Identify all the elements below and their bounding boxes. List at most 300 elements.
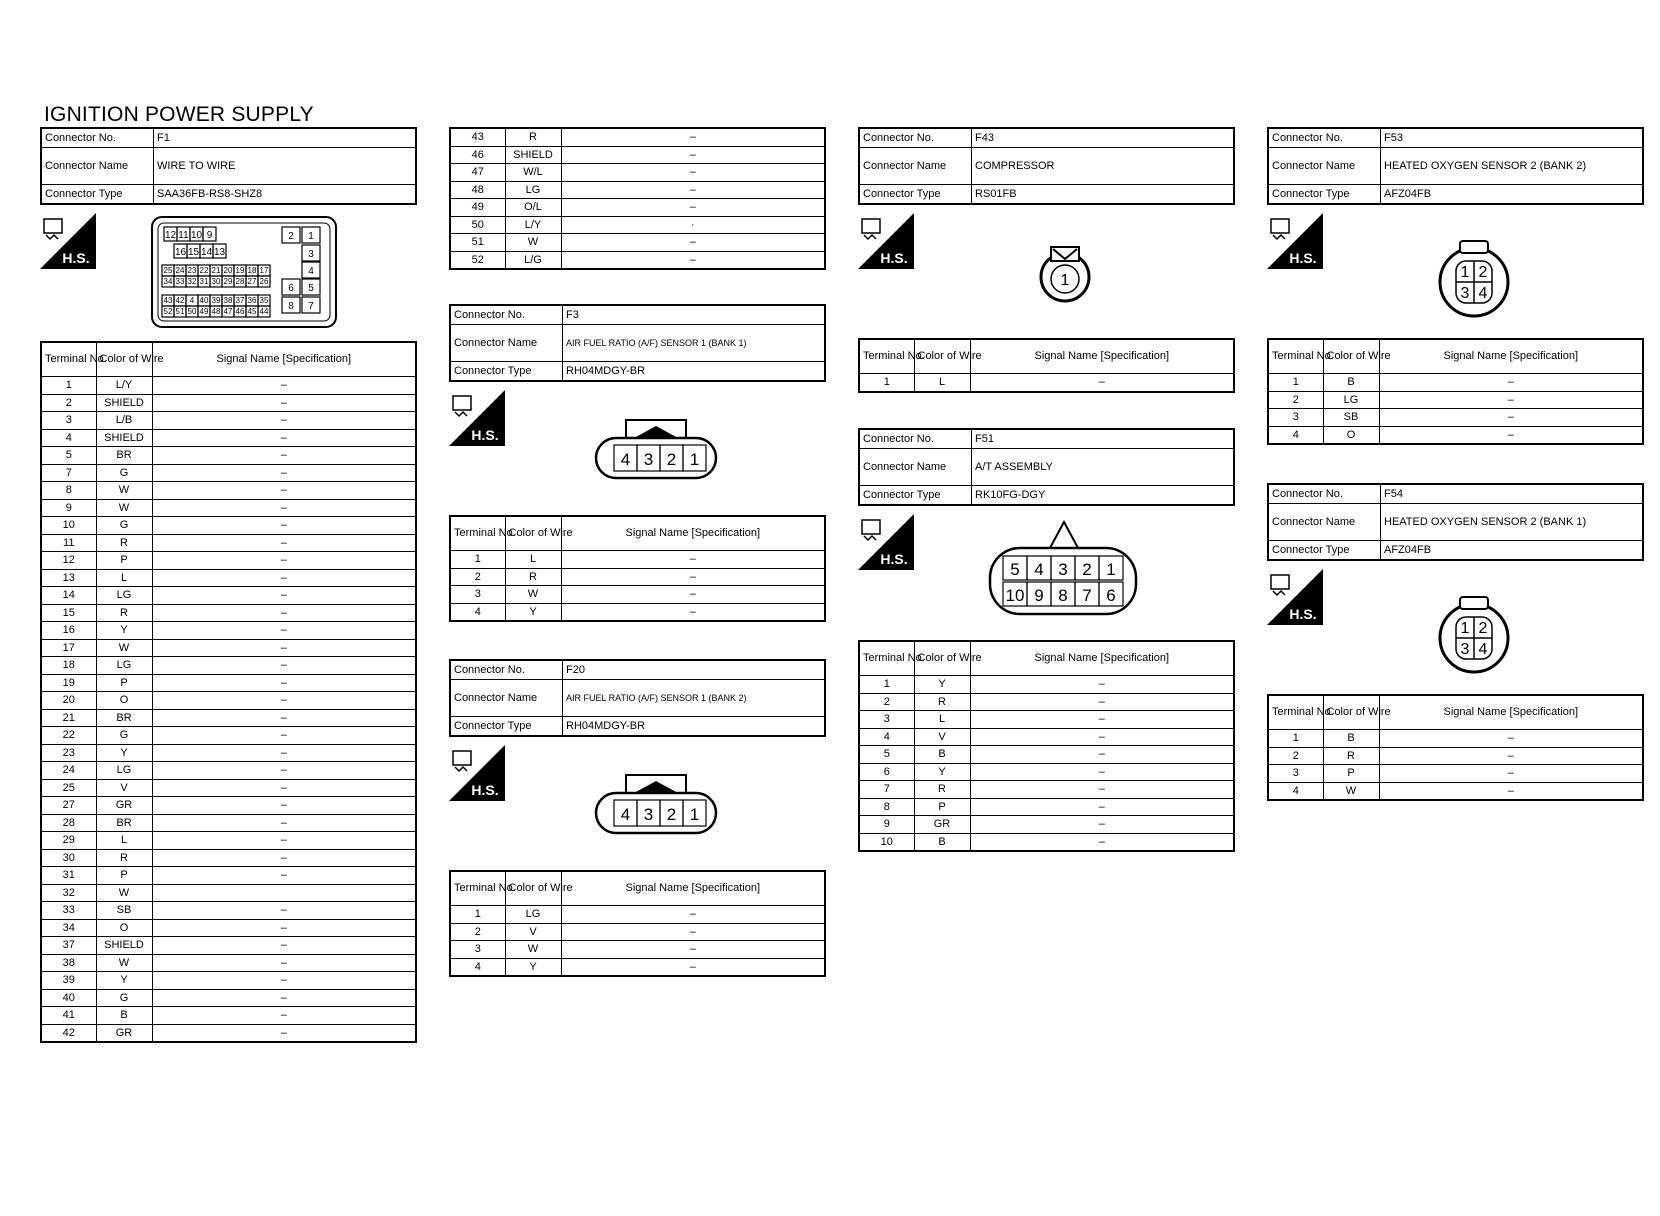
color-of-wire-header: Color of Wire	[505, 871, 561, 906]
connector-type-value: AFZ04FB	[1381, 185, 1644, 205]
terminal-no-cell: 1	[1268, 730, 1323, 748]
table-row	[41, 954, 416, 972]
pin-label: 7	[308, 301, 314, 312]
terminal-no-header: Terminal No.	[41, 342, 96, 377]
wire-color-cell: L	[914, 711, 970, 729]
color-of-wire-header: Color of Wire	[914, 641, 970, 676]
signal-name-cell: –	[152, 1007, 416, 1025]
pin-label: 4	[1478, 641, 1488, 658]
signal-name-cell: –	[561, 941, 825, 959]
pin-label: 7	[1082, 586, 1092, 605]
connector-type-value: RS01FB	[972, 185, 1235, 205]
connector-no-value: F54	[1381, 484, 1644, 504]
wire-color-cell: R	[505, 568, 561, 586]
connector-f43	[858, 127, 1235, 393]
terminal-no-cell: 29	[41, 832, 96, 850]
terminal-no-cell: 1	[1268, 374, 1323, 392]
terminal-no-cell: 22	[41, 727, 96, 745]
wire-color-cell: P	[96, 674, 152, 692]
pin-label: 46	[235, 307, 245, 316]
pin-label: 16	[174, 247, 187, 258]
signal-name-cell: –	[152, 394, 416, 412]
signal-name-cell: –	[1379, 730, 1643, 748]
wire-color-cell: R	[914, 693, 970, 711]
table-row	[41, 709, 416, 727]
terminal-no-header: Terminal No.	[859, 641, 914, 676]
terminal-no-cell: 18	[41, 657, 96, 675]
wire-color-cell: Y	[96, 972, 152, 990]
terminal-no-cell: 3	[41, 412, 96, 430]
pin-label: 48	[211, 307, 221, 316]
wire-color-cell: W	[96, 482, 152, 500]
wire-color-cell: P	[96, 867, 152, 885]
pin-label: 10	[190, 230, 203, 241]
table-row	[450, 958, 825, 976]
table-row	[41, 762, 416, 780]
signal-name-cell: –	[152, 377, 416, 395]
signal-name-cell: –	[970, 833, 1234, 851]
pin-label: 47	[223, 307, 233, 316]
terminal-no-cell: 47	[450, 164, 505, 182]
harness-side-icon	[40, 213, 96, 269]
signal-name-cell: –	[152, 692, 416, 710]
wire-color-cell: BR	[96, 709, 152, 727]
pin-label: 34	[163, 277, 173, 286]
terminal-no-cell: 39	[41, 972, 96, 990]
table-row	[41, 797, 416, 815]
connector-name-label: Connector Name	[450, 680, 563, 717]
signal-name-header: Signal Name [Specification]	[1379, 695, 1643, 730]
terminal-no-cell: 4	[450, 958, 505, 976]
table-row	[41, 972, 416, 990]
wire-color-cell: L	[96, 832, 152, 850]
terminal-no-cell: 1	[450, 551, 505, 569]
table-row	[41, 937, 416, 955]
pin-label: 42	[175, 296, 185, 305]
wire-color-cell: O/L	[505, 199, 561, 217]
pin-label: 5	[308, 283, 314, 294]
connector-name-value: HEATED OXYGEN SENSOR 2 (BANK 2)	[1381, 148, 1644, 185]
terminal-no-cell: 21	[41, 709, 96, 727]
terminal-no-cell: 16	[41, 622, 96, 640]
connector-no-value: F1	[154, 128, 417, 148]
signal-name-cell: –	[970, 781, 1234, 799]
terminal-no-cell: 2	[1268, 391, 1323, 409]
table-row	[450, 146, 825, 164]
table-row	[450, 551, 825, 569]
pin-label: 49	[199, 307, 209, 316]
wire-color-cell: LG	[96, 762, 152, 780]
connector-name-label: Connector Name	[1268, 504, 1381, 541]
connector-type-value: AFZ04FB	[1381, 541, 1644, 561]
terminal-no-cell: 51	[450, 234, 505, 252]
signal-name-cell: –	[152, 744, 416, 762]
signal-name-cell: –	[1379, 747, 1643, 765]
table-row	[41, 517, 416, 535]
wire-color-cell: G	[96, 517, 152, 535]
color-of-wire-header: Color of Wire	[1323, 695, 1379, 730]
table-row	[41, 569, 416, 587]
table-row	[859, 728, 1234, 746]
table-row	[41, 814, 416, 832]
terminal-no-cell: 2	[1268, 747, 1323, 765]
pin-label: 23	[187, 266, 197, 275]
signal-name-cell: –	[561, 181, 825, 199]
table-row	[41, 1007, 416, 1025]
table-row	[41, 727, 416, 745]
wire-color-cell: W	[505, 234, 561, 252]
signal-name-header: Signal Name [Specification]	[970, 339, 1234, 374]
table-row	[41, 412, 416, 430]
f20-connector-face	[594, 773, 720, 839]
terminal-no-cell: 7	[859, 781, 914, 799]
pin-label: 6	[288, 283, 294, 294]
pin-label: 11	[178, 230, 189, 241]
wire-color-cell: O	[1323, 426, 1379, 444]
wire-color-cell: W	[505, 586, 561, 604]
pin-label: 1	[1460, 264, 1470, 281]
wire-color-cell: R	[96, 604, 152, 622]
terminal-no-cell: 2	[450, 923, 505, 941]
signal-name-cell: –	[152, 849, 416, 867]
wire-color-cell: R	[96, 849, 152, 867]
terminal-no-cell: 25	[41, 779, 96, 797]
terminal-no-cell: 46	[450, 146, 505, 164]
wire-color-cell: LG	[505, 181, 561, 199]
connector-diagram	[1267, 205, 1644, 338]
table-row	[41, 447, 416, 465]
pin-label: 31	[199, 277, 209, 286]
connector-diagram	[449, 737, 826, 870]
signal-name-cell: –	[970, 374, 1234, 392]
signal-name-cell: –	[1379, 374, 1643, 392]
signal-name-cell: –	[152, 517, 416, 535]
connector-info-table	[40, 127, 417, 205]
connector-diagram	[40, 205, 417, 341]
wire-color-cell: SB	[1323, 409, 1379, 427]
connector-type-value: RH04MDGY-BR	[563, 362, 826, 382]
terminal-no-cell: 3	[450, 941, 505, 959]
table-row	[41, 674, 416, 692]
terminal-no-cell: 37	[41, 937, 96, 955]
terminal-no-cell: 40	[41, 989, 96, 1007]
table-row	[41, 692, 416, 710]
table-row	[41, 744, 416, 762]
signal-name-header: Signal Name [Specification]	[970, 641, 1234, 676]
wire-color-cell: P	[914, 798, 970, 816]
signal-name-cell: –	[152, 867, 416, 885]
connector-diagram	[1267, 561, 1644, 694]
terminal-no-header: Terminal No.	[1268, 695, 1323, 730]
signal-name-cell: –	[152, 1024, 416, 1042]
terminal-no-cell: 28	[41, 814, 96, 832]
table-row	[1268, 782, 1643, 800]
pin-label: 4	[620, 450, 631, 469]
pin-label: 51	[175, 307, 185, 316]
pin-label: 30	[211, 277, 221, 286]
table-row	[450, 234, 825, 252]
wire-color-cell: P	[96, 552, 152, 570]
terminal-no-cell: 1	[41, 377, 96, 395]
connector-type-value: RH04MDGY-BR	[563, 717, 826, 737]
color-of-wire-header: Color of Wire	[914, 339, 970, 374]
harness-side-icon	[1267, 213, 1323, 269]
pin-label: 14	[200, 247, 213, 258]
terminal-no-cell: 4	[41, 429, 96, 447]
wire-color-cell: W/L	[505, 164, 561, 182]
svg-text:H.S.: H.S.	[471, 427, 499, 443]
harness-side-icon	[1267, 569, 1323, 625]
f53-terminal-table	[1267, 338, 1644, 445]
pin-label: 4	[1034, 560, 1044, 579]
signal-name-cell: –	[152, 727, 416, 745]
signal-name-header: Signal Name [Specification]	[152, 342, 416, 377]
connector-name-label: Connector Name	[1268, 148, 1381, 185]
signal-name-cell: –	[152, 709, 416, 727]
terminal-no-cell: 12	[41, 552, 96, 570]
f20-terminal-table	[449, 870, 826, 977]
wire-color-cell: Y	[914, 676, 970, 694]
f3-connector-face	[594, 418, 720, 484]
f43-terminal-table	[858, 338, 1235, 393]
signal-name-cell: –	[970, 798, 1234, 816]
f54-terminal-table	[1267, 694, 1644, 801]
connector-info-table	[449, 659, 826, 737]
signal-name-cell: –	[561, 551, 825, 569]
connector-name-value: COMPRESSOR	[972, 148, 1235, 185]
signal-name-cell: –	[561, 164, 825, 182]
signal-name-cell: –	[561, 923, 825, 941]
connector-info-table	[1267, 483, 1644, 561]
connector-info-table	[858, 127, 1235, 205]
wire-color-cell: BR	[96, 814, 152, 832]
table-row	[450, 251, 825, 269]
table-row	[41, 394, 416, 412]
signal-name-cell: –	[1379, 391, 1643, 409]
signal-name-cell: –	[152, 569, 416, 587]
connector-name-value: WIRE TO WIRE	[154, 148, 417, 185]
signal-name-cell: –	[152, 797, 416, 815]
terminal-no-cell: 32	[41, 884, 96, 902]
wire-color-cell: SHIELD	[505, 146, 561, 164]
pin-label: 2	[1478, 264, 1488, 281]
connector-f3	[449, 304, 826, 622]
connector-name-value: A/T ASSEMBLY	[972, 449, 1235, 486]
table-row	[1268, 409, 1643, 427]
table-row	[41, 587, 416, 605]
pin-label: 9	[206, 230, 213, 241]
wire-color-cell: B	[914, 833, 970, 851]
pin-label: 3	[308, 249, 314, 260]
connector-name-label: Connector Name	[859, 148, 972, 185]
harness-side-icon	[858, 213, 914, 269]
pin-label: 27	[247, 277, 257, 286]
wire-color-cell: R	[96, 534, 152, 552]
wire-color-cell: L	[914, 374, 970, 392]
pin-label: 18	[247, 266, 257, 275]
signal-name-cell: –	[561, 146, 825, 164]
pin-label: 25	[163, 266, 173, 275]
signal-name-cell: ·	[561, 216, 825, 234]
f51-connector-face	[988, 520, 1138, 618]
pin-label: 43	[163, 296, 173, 305]
wire-color-cell: LG	[505, 906, 561, 924]
signal-name-header: Signal Name [Specification]	[561, 871, 825, 906]
table-row	[450, 181, 825, 199]
table-row	[1268, 765, 1643, 783]
wire-color-cell: SHIELD	[96, 937, 152, 955]
color-of-wire-header: Color of Wire	[96, 342, 152, 377]
connector-type-label: Connector Type	[1268, 541, 1381, 561]
pin-label: 2	[1478, 620, 1488, 637]
connector-type-label: Connector Type	[41, 185, 154, 205]
connector-name-value: AIR FUEL RATIO (A/F) SENSOR 1 (BANK 2)	[563, 680, 826, 717]
signal-name-cell: –	[561, 586, 825, 604]
pin-label: 13	[213, 247, 226, 258]
pin-label: 6	[1106, 586, 1116, 605]
wire-color-cell: B	[96, 1007, 152, 1025]
pin-label: 40	[199, 296, 209, 305]
signal-name-cell: –	[561, 568, 825, 586]
svg-text:H.S.: H.S.	[62, 250, 90, 266]
terminal-no-cell: 2	[41, 394, 96, 412]
connector-diagram	[449, 382, 826, 515]
terminal-no-cell: 5	[41, 447, 96, 465]
connector-type-label: Connector Type	[450, 362, 563, 382]
connector-type-label: Connector Type	[859, 486, 972, 506]
table-row	[1268, 391, 1643, 409]
signal-name-cell: –	[561, 128, 825, 146]
wire-color-cell: W	[96, 499, 152, 517]
terminal-no-cell: 2	[450, 568, 505, 586]
connector-f53	[1267, 127, 1644, 445]
signal-name-cell: –	[1379, 765, 1643, 783]
wire-color-cell: SHIELD	[96, 394, 152, 412]
table-row	[41, 552, 416, 570]
terminal-no-cell: 24	[41, 762, 96, 780]
f1-terminal-table-continued	[449, 127, 826, 270]
pin-label: 1	[689, 805, 700, 824]
connector-diagram	[858, 205, 1235, 338]
terminal-no-cell: 27	[41, 797, 96, 815]
pin-label: 29	[223, 277, 233, 286]
wire-color-cell: V	[914, 728, 970, 746]
table-row	[859, 374, 1234, 392]
pin-label: 1	[1060, 272, 1070, 289]
connector-type-label: Connector Type	[450, 717, 563, 737]
terminal-no-cell: 14	[41, 587, 96, 605]
wire-color-cell: G	[96, 989, 152, 1007]
signal-name-cell: –	[152, 447, 416, 465]
pin-label: 17	[259, 266, 269, 275]
table-row	[450, 923, 825, 941]
wire-color-cell: R	[1323, 747, 1379, 765]
wire-color-cell: B	[914, 746, 970, 764]
f1-terminal-table-cont	[449, 127, 826, 270]
signal-name-cell: –	[152, 919, 416, 937]
terminal-no-cell: 10	[859, 833, 914, 851]
pin-label: 2	[288, 231, 294, 242]
f1-terminal-table	[40, 341, 417, 1043]
table-row	[859, 798, 1234, 816]
table-row	[41, 534, 416, 552]
table-row	[450, 603, 825, 621]
signal-name-cell: –	[561, 958, 825, 976]
pin-label: 2	[666, 805, 677, 824]
signal-name-cell: –	[970, 711, 1234, 729]
wire-color-cell: B	[1323, 730, 1379, 748]
terminal-no-cell: 52	[450, 251, 505, 269]
terminal-no-cell: 4	[1268, 426, 1323, 444]
table-row	[41, 657, 416, 675]
pin-label: 22	[199, 266, 209, 275]
terminal-no-cell: 13	[41, 569, 96, 587]
terminal-no-cell: 7	[41, 464, 96, 482]
pin-label: 12	[164, 230, 177, 241]
connector-f54	[1267, 483, 1644, 801]
pin-label: 52	[163, 307, 173, 316]
table-row	[1268, 730, 1643, 748]
table-row	[450, 216, 825, 234]
terminal-no-cell: 1	[859, 374, 914, 392]
harness-side-icon	[858, 514, 914, 570]
signal-name-cell: –	[152, 622, 416, 640]
table-row	[859, 781, 1234, 799]
pin-label: 4	[1478, 285, 1488, 302]
signal-name-cell: –	[561, 234, 825, 252]
signal-name-cell: –	[152, 499, 416, 517]
pin-label: 35	[259, 296, 269, 305]
connector-no-value: F53	[1381, 128, 1644, 148]
connector-name-value: HEATED OXYGEN SENSOR 2 (BANK 1)	[1381, 504, 1644, 541]
pin-label: 15	[187, 247, 200, 258]
connector-f1	[40, 127, 417, 1043]
pin-label: 38	[223, 296, 233, 305]
connector-no-label: Connector No.	[1268, 484, 1381, 504]
connector-info-table	[449, 304, 826, 382]
f51-terminal-table	[858, 640, 1235, 852]
f43-connector-face	[1037, 243, 1093, 305]
table-row	[41, 499, 416, 517]
table-row	[859, 763, 1234, 781]
signal-name-cell: –	[152, 429, 416, 447]
pin-label: 2	[1082, 560, 1092, 579]
wire-color-cell: GR	[914, 816, 970, 834]
signal-name-cell: –	[152, 989, 416, 1007]
signal-name-cell: –	[152, 482, 416, 500]
wire-color-cell: LG	[96, 657, 152, 675]
terminal-no-cell: 3	[1268, 765, 1323, 783]
wire-color-cell: B	[1323, 374, 1379, 392]
terminal-no-cell: 9	[41, 499, 96, 517]
wire-color-cell: LG	[1323, 391, 1379, 409]
terminal-no-cell: 8	[859, 798, 914, 816]
pin-label: 3	[1460, 641, 1470, 658]
terminal-no-header: Terminal No.	[859, 339, 914, 374]
terminal-no-header: Terminal No.	[450, 871, 505, 906]
wire-color-cell: W	[96, 954, 152, 972]
pin-label: 24	[175, 266, 185, 275]
pin-label: 5	[1010, 560, 1020, 579]
pin-label: 33	[175, 277, 185, 286]
wire-color-cell: O	[96, 692, 152, 710]
wire-color-cell: Y	[505, 958, 561, 976]
connector-name-label: Connector Name	[859, 449, 972, 486]
signal-name-cell: –	[152, 954, 416, 972]
wire-color-cell: V	[505, 923, 561, 941]
signal-name-cell: –	[152, 639, 416, 657]
terminal-no-cell: 10	[41, 517, 96, 535]
